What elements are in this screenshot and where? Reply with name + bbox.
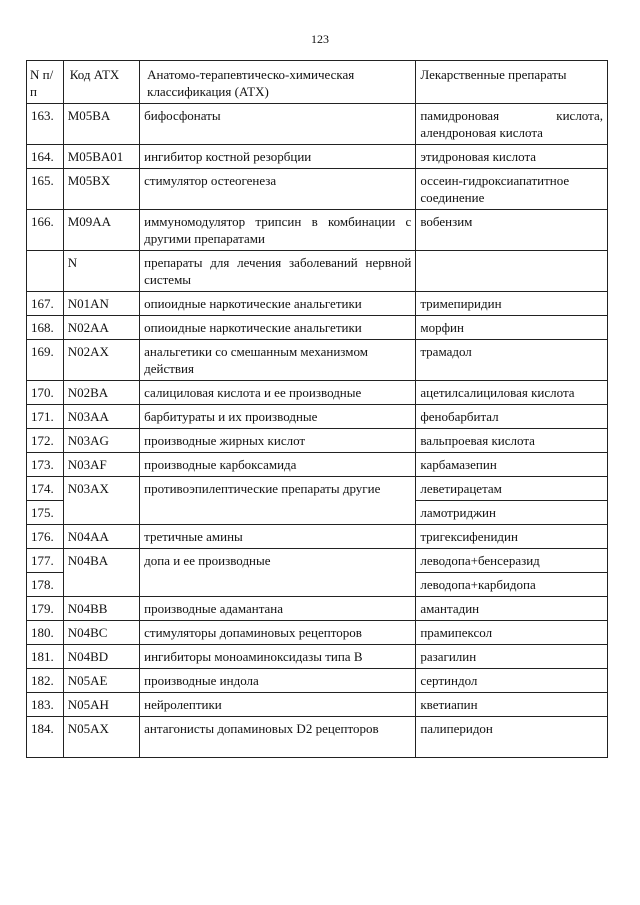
row-drug: трамадол [416,340,608,381]
row-number: 175. [27,501,64,525]
row-atc-code: N05AE [63,669,139,693]
table-row [27,405,608,429]
row-drug: леводопа+бенсеразид [416,549,608,573]
row-atc-code: N05AH [63,693,139,717]
table-row [27,145,608,169]
row-number: 172. [27,429,64,453]
row-classification: ингибиторы моноаминоксидазы типа B [140,645,416,669]
row-number: 182. [27,669,64,693]
row-drug: кветиапин [416,693,608,717]
row-classification: противоэпилептические препараты другие [140,477,416,525]
row-classification: допа и ее производные [140,549,416,597]
header-atc-code: Код АТХ [63,61,139,104]
row-classification: ингибитор костной резорбции [140,145,416,169]
table-row [27,621,608,645]
row-atc-code: N03AG [63,429,139,453]
row-atc-code: N01AN [63,292,139,316]
row-classification: производные жирных кислот [140,429,416,453]
table-row [27,169,608,210]
row-atc-code: N [63,251,139,292]
row-number: 167. [27,292,64,316]
row-drug: этидроновая кислота [416,145,608,169]
row-number: 168. [27,316,64,340]
row-drug: карбамазепин [416,453,608,477]
row-drug: леветирацетам [416,477,608,501]
row-classification: производные адамантана [140,597,416,621]
row-number: 166. [27,210,64,251]
row-number: 169. [27,340,64,381]
row-atc-code: M09AA [63,210,139,251]
row-classification: салициловая кислота и ее производные [140,381,416,405]
row-atc-code: N03AA [63,405,139,429]
row-classification: стимуляторы допаминовых рецепторов [140,621,416,645]
row-number: 165. [27,169,64,210]
row-drug: фенобарбитал [416,405,608,429]
row-number: 183. [27,693,64,717]
row-drug: леводопа+карбидопа [416,573,608,597]
row-number: 178. [27,573,64,597]
row-classification: бифосфонаты [140,104,416,145]
table-row [27,381,608,405]
row-atc-code: N04BD [63,645,139,669]
row-number: 170. [27,381,64,405]
row-atc-code: N04BB [63,597,139,621]
row-number [27,251,64,292]
row-atc-code: N02AA [63,316,139,340]
row-drug: морфин [416,316,608,340]
row-drug: ацетилсалициловая кислота [416,381,608,405]
row-atc-code: N04AA [63,525,139,549]
row-drug [416,251,608,292]
row-atc-code: N02AX [63,340,139,381]
row-classification: третичные амины [140,525,416,549]
table-row [27,251,608,292]
drug-classification-table [26,60,608,758]
table-row [27,717,608,758]
row-drug: тригексифенидин [416,525,608,549]
row-drug: амантадин [416,597,608,621]
row-drug: ламотриджин [416,501,608,525]
row-atc-code: M05BX [63,169,139,210]
table-row [27,549,608,573]
row-number: 173. [27,453,64,477]
row-drug: тримепиридин [416,292,608,316]
row-classification: антагонисты допаминовых D2 рецепторов [140,717,416,758]
row-number: 171. [27,405,64,429]
row-atc-code: N04BA [63,549,139,597]
row-drug: памидроновая кислота, алендроновая кислота [416,104,608,145]
row-atc-code: N04BC [63,621,139,645]
row-atc-code: N02BA [63,381,139,405]
row-classification: иммуномодулятор трипсин в комбинации с другими препаратами [140,210,416,251]
row-classification: барбитураты и их производные [140,405,416,429]
header-number: N п/п [27,61,64,104]
table-row [27,453,608,477]
row-number: 176. [27,525,64,549]
table-row [27,210,608,251]
row-drug: вобензим [416,210,608,251]
row-classification: опиоидные наркотические анальгетики [140,316,416,340]
row-drug: разагилин [416,645,608,669]
row-classification: производные карбоксамида [140,453,416,477]
row-drug: оссеин-гидроксиапатитное соединение [416,169,608,210]
row-classification: опиоидные наркотические анальгетики [140,292,416,316]
table-row [27,292,608,316]
table-row [27,477,608,501]
row-drug: вальпроевая кислота [416,429,608,453]
row-classification: стимулятор остеогенеза [140,169,416,210]
row-number: 179. [27,597,64,621]
row-number: 180. [27,621,64,645]
row-number: 181. [27,645,64,669]
row-atc-code: N03AX [63,477,139,525]
table-row [27,693,608,717]
row-number: 163. [27,104,64,145]
row-classification: производные индола [140,669,416,693]
table-row [27,645,608,669]
row-atc-code: N03AF [63,453,139,477]
row-number: 184. [27,717,64,758]
row-atc-code: M05BA01 [63,145,139,169]
row-drug: палиперидон [416,717,608,758]
row-atc-code: M05BA [63,104,139,145]
table-row [27,525,608,549]
page-number: 123 [311,32,329,46]
row-drug: сертиндол [416,669,608,693]
table-row [27,340,608,381]
row-classification: анальгетики со смешанным механизмом действия [140,340,416,381]
row-number: 177. [27,549,64,573]
row-classification: нейролептики [140,693,416,717]
row-drug: прамипексол [416,621,608,645]
table-row [27,429,608,453]
row-classification: препараты для лечения заболеваний нервной системы [140,251,416,292]
table-row [27,669,608,693]
table-row [27,597,608,621]
header-drugs: Лекарственные препараты [416,61,608,104]
row-number: 164. [27,145,64,169]
header-classification: Анатомо-терапевтическо-химическая классификация (АТХ) [140,61,416,104]
table-row [27,316,608,340]
row-number: 174. [27,477,64,501]
table-header-row [27,61,608,104]
table-row [27,104,608,145]
row-atc-code: N05AX [63,717,139,758]
